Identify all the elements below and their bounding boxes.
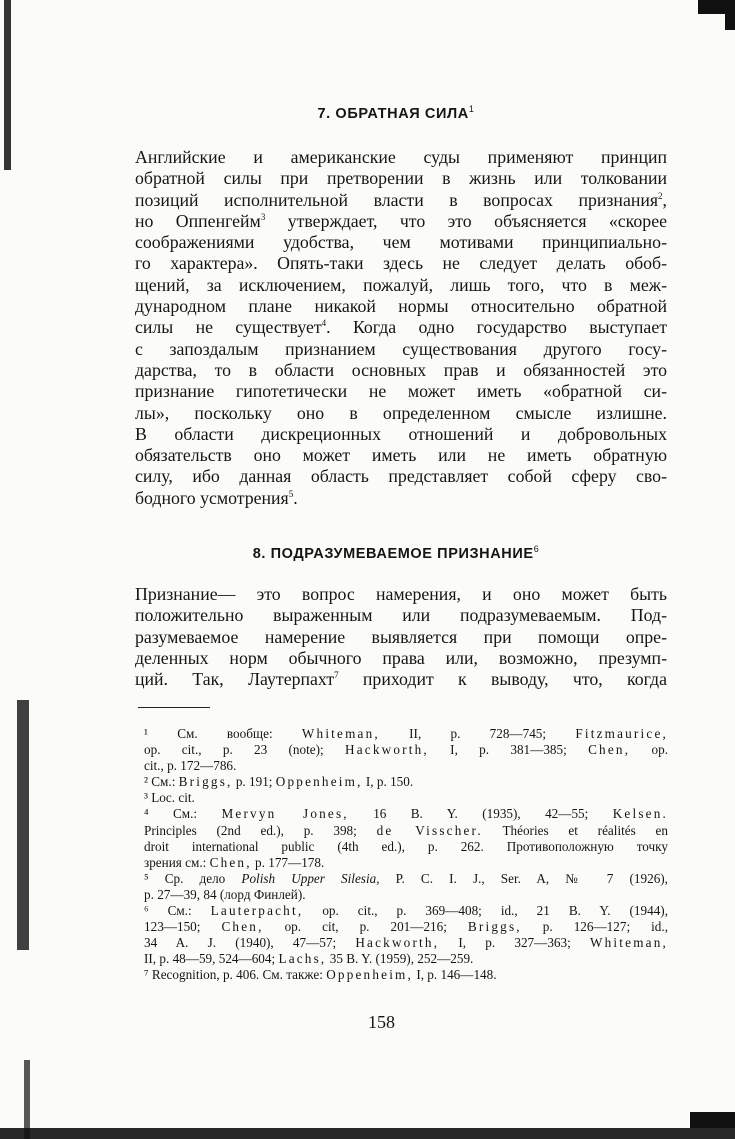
section-8-heading bbox=[136, 546, 656, 562]
section-7-paragraph bbox=[135, 147, 667, 509]
footnote-mark: 5 bbox=[288, 488, 294, 499]
footnotes bbox=[138, 726, 668, 984]
text-line: соображениями удобства, чем мотивами принципиально- bbox=[135, 232, 667, 253]
text-line: позиций исполнительной власти в вопросах признания$^2$, bbox=[135, 189, 667, 210]
scan-edge-mark bbox=[17, 700, 29, 950]
section-8-paragraph bbox=[135, 584, 667, 690]
scan-edge-mark bbox=[0, 1128, 735, 1139]
text-line: положительно выраженным или подразумеваемым. Под- bbox=[135, 605, 667, 626]
text-line: обязательств оно может иметь или не иметь обратную bbox=[135, 445, 667, 466]
text-line: силу, ибо данная область представляет собой сферу сво- bbox=[135, 466, 667, 487]
footnote-7: ⁷ Recognition, p. 406. См. также: Oppenheim, I, p. 146—148. bbox=[144, 967, 497, 983]
text-line: щений, за исключением, пожалуй, лишь того, что в меж- bbox=[135, 274, 667, 295]
footnote-4: ⁴ См.: Mervyn Jones, 16 B. Y. (1935), 42—55; Kelsen. Principles (2nd ed.), p. 398; de Visscher. Théories et réalités en droit international public (4th ed.), p. 262. Противоположную точку зрения см.: Chen, p. 177—178. bbox=[144, 806, 669, 870]
section-7-heading bbox=[136, 106, 656, 122]
scan-edge-mark bbox=[690, 1112, 735, 1128]
scan-edge-mark bbox=[4, 0, 11, 170]
scan-edge-mark bbox=[725, 0, 735, 30]
footnote-mark: 1 bbox=[468, 104, 475, 115]
footnote-1: ¹ См. вообще: Whiteman, II, p. 728—745; Fitzmaurice, op. cit., p. 23 (note); Hackworth, I, p. 381—385; Chen, op. cit., p. 172—786. bbox=[144, 726, 668, 774]
text-line: деленных норм обычного права или, возможно, презумп- bbox=[135, 647, 667, 668]
text-line: Английские и американские суды применяют принцип bbox=[135, 147, 667, 167]
footnote-2: ² См.: Briggs, p. 191; Oppenheim, I, p. 150. bbox=[144, 774, 414, 790]
text-line: но Оппенгейм$^3$ утверждает, что это объясняется «скорее bbox=[135, 210, 667, 231]
text-line: разумеваемое намерение выявляется при помощи опре- bbox=[135, 626, 667, 647]
footnote-mark: 2 bbox=[658, 190, 663, 201]
footnote-mark: 6 bbox=[533, 544, 540, 555]
text-line: с запоздалым признанием существования другого госу- bbox=[135, 338, 667, 359]
section-7-title: 7. ОБРАТНАЯ СИЛА bbox=[317, 106, 469, 122]
text-line: дарства, то в области основных прав и обязанностей это bbox=[135, 359, 667, 380]
footnote-mark: 4 bbox=[321, 318, 327, 329]
text-line: обратной силы при претворении в жизнь или толковании bbox=[135, 168, 667, 189]
footnote-3: ³ Loc. cit. bbox=[144, 790, 195, 806]
footnote-mark: 3 bbox=[260, 211, 266, 222]
text-line: признание гипотетически не может иметь «обратной си- bbox=[135, 381, 667, 402]
page-number: 158 bbox=[368, 1012, 395, 1032]
footnote-6: ⁶ См.: Lauterpacht, op. cit., p. 369—408; id., 21 B. Y. (1944), 123—150; Chen, op. cit, p. 201—216; Briggs, p. 126—127; id., 34 A. J. (1940), 47—57; Hackworth, I, p. 327—363; Whiteman, II, p. 48—59, 524—604; Lachs, 35 B. Y. (1959), 252—259. bbox=[144, 903, 668, 967]
text-line: ций. Так, Лаутерпахт$^7$ приходит к выводу, что, когда bbox=[135, 669, 667, 690]
section-8-title: 8. ПОДРАЗУМЕВАЕМОЕ ПРИЗНАНИЕ bbox=[252, 546, 534, 562]
footnote-5: ⁵ Ср. дело Polish Upper Silesia, P. C. I. J., Ser. A, № 7 (1926), p. 27—39, 84 (лорд Финлей). bbox=[144, 870, 668, 902]
text-line: Признание— это вопрос намерения, и оно может быть bbox=[135, 584, 667, 604]
text-line: дународном плане никакой нормы относительно обратной bbox=[135, 296, 667, 317]
footnote-mark: 7 bbox=[334, 670, 339, 681]
text-line: силы не существует$^4$. Когда одно государство выступает bbox=[135, 317, 667, 338]
text-line: В области дискреционных отношений и добровольных bbox=[135, 423, 667, 444]
footnote-divider bbox=[138, 707, 210, 708]
text-line: лы», поскольку оно в определенном смысле излишне. bbox=[135, 402, 667, 423]
text-line: бодного усмотрения$^5$. bbox=[135, 487, 298, 508]
text-line: го характера». Опять-таки здесь не следует делать обоб- bbox=[135, 253, 667, 274]
